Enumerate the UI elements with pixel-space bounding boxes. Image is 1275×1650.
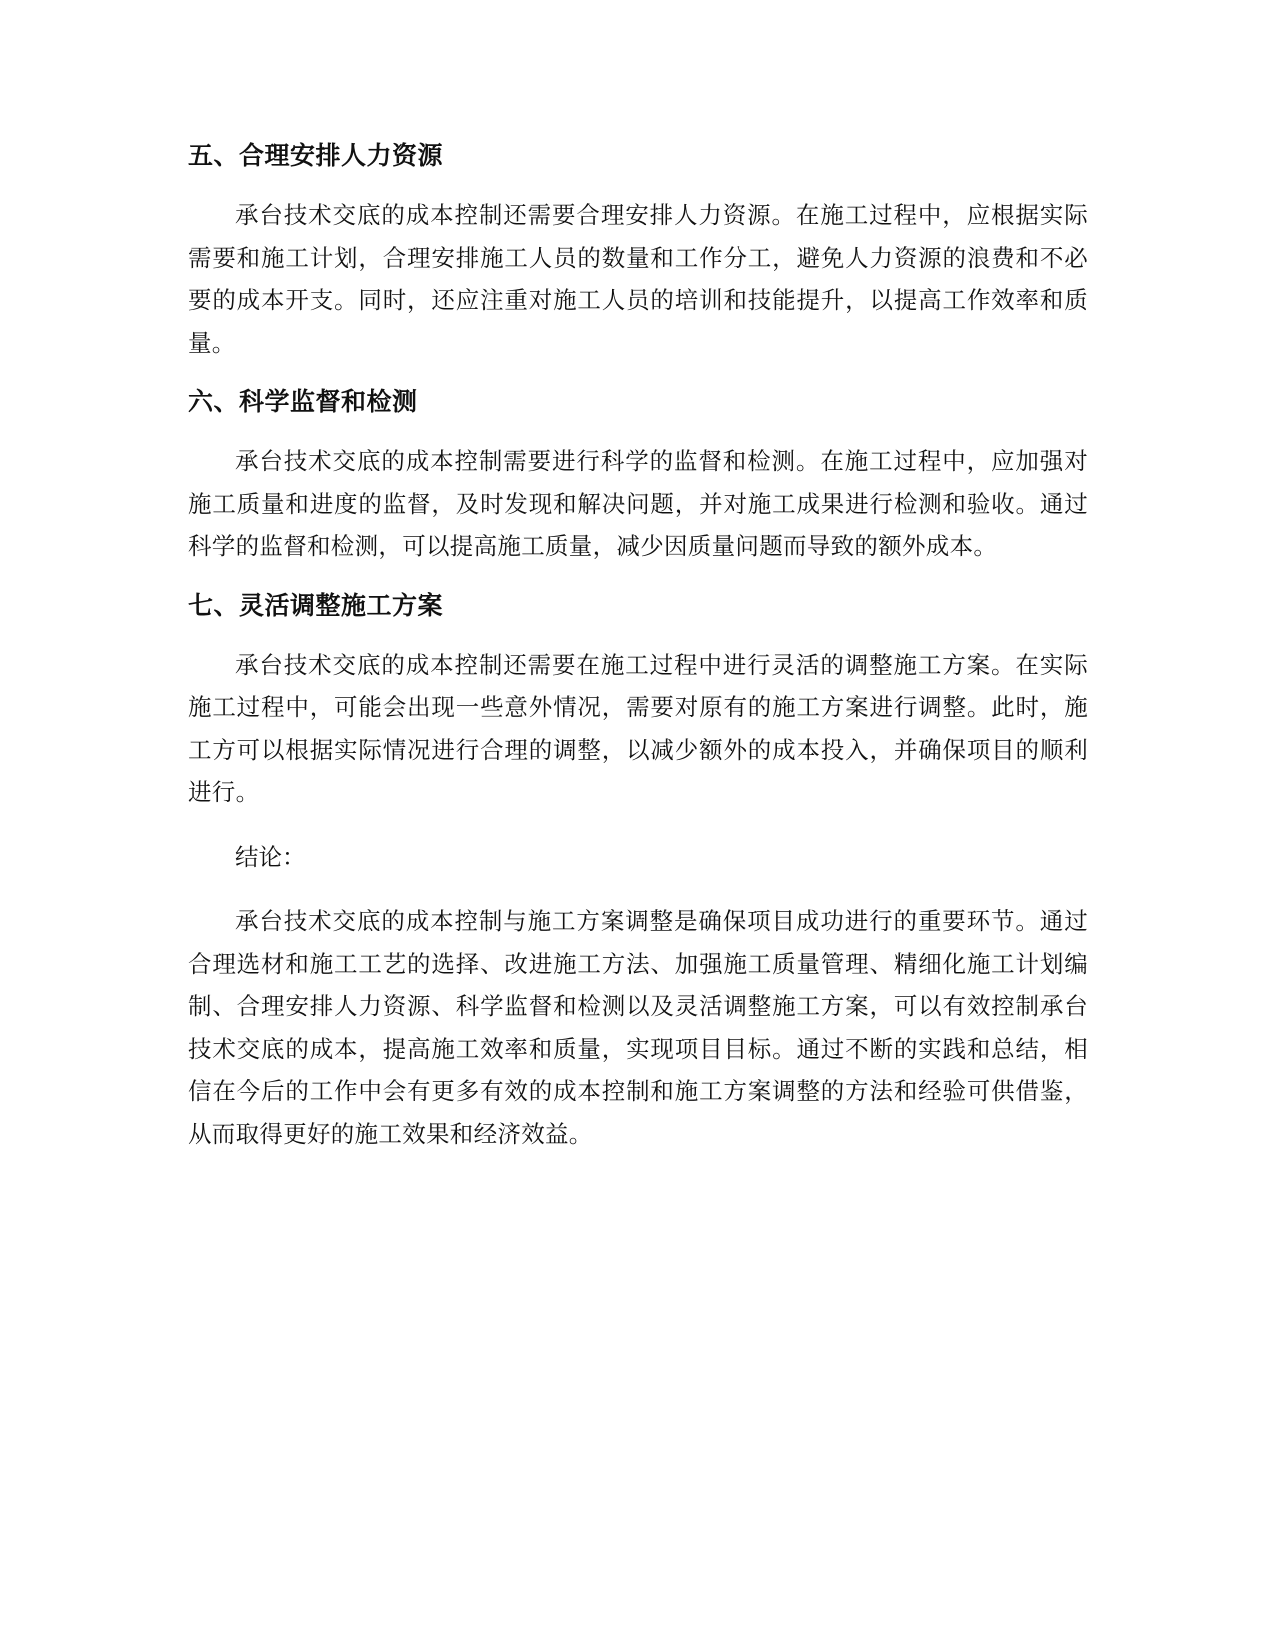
conclusion-paragraph: 承台技术交底的成本控制与施工方案调整是确保项目成功进行的重要环节。通过合理选材和施工工艺的选择、改进施工方法、加强施工质量管理、精细化施工计划编制、合理安排人力资源、科学监督和检测以及灵活调整施工方案，可以有效控制承台技术交底的成本，提高施工效率和质量，实现项目目标。通过不断的实践和总结，相信在今后的工作中会有更多有效的成本控制和施工方案调整的方法和经验可供借鉴，从而取得更好的施工效果和经济效益。 xyxy=(188,907,1088,1148)
section-supervision-inspection xyxy=(188,386,1088,568)
conclusion-section xyxy=(188,836,1088,1156)
document-page xyxy=(188,140,1088,1177)
section-paragraph: 承台技术交底的成本控制还需要合理安排人力资源。在施工过程中，应根据实际需要和施工计划，合理安排施工人员的数量和工作分工，避免人力资源的浪费和不必要的成本开支。同时，还应注重对施工人员的培训和技能提升，以提高工作效率和质量。 xyxy=(188,201,1088,357)
section-paragraph: 承台技术交底的成本控制还需要在施工过程中进行灵活的调整施工方案。在实际施工过程中，可能会出现一些意外情况，需要对原有的施工方案进行调整。此时，施工方可以根据实际情况进行合理的调整，以减少额外的成本投入，并确保项目的顺利进行。 xyxy=(188,650,1088,806)
section-heading: 五、合理安排人力资源 xyxy=(188,141,444,170)
section-heading: 七、灵活调整施工方案 xyxy=(188,590,444,620)
section-paragraph: 承台技术交底的成本控制需要进行科学的监督和检测。在施工过程中，应加强对施工质量和进度的监督，及时发现和解决问题，并对施工成果进行检测和验收。通过科学的监督和检测，可以提高施工质量，减少因质量问题而导致的额外成本。 xyxy=(188,447,1088,560)
section-heading: 六、科学监督和检测 xyxy=(188,387,418,416)
section-flexible-adjustment xyxy=(188,590,1088,814)
conclusion-label: 结论： xyxy=(235,842,306,871)
section-human-resources xyxy=(188,140,1088,364)
